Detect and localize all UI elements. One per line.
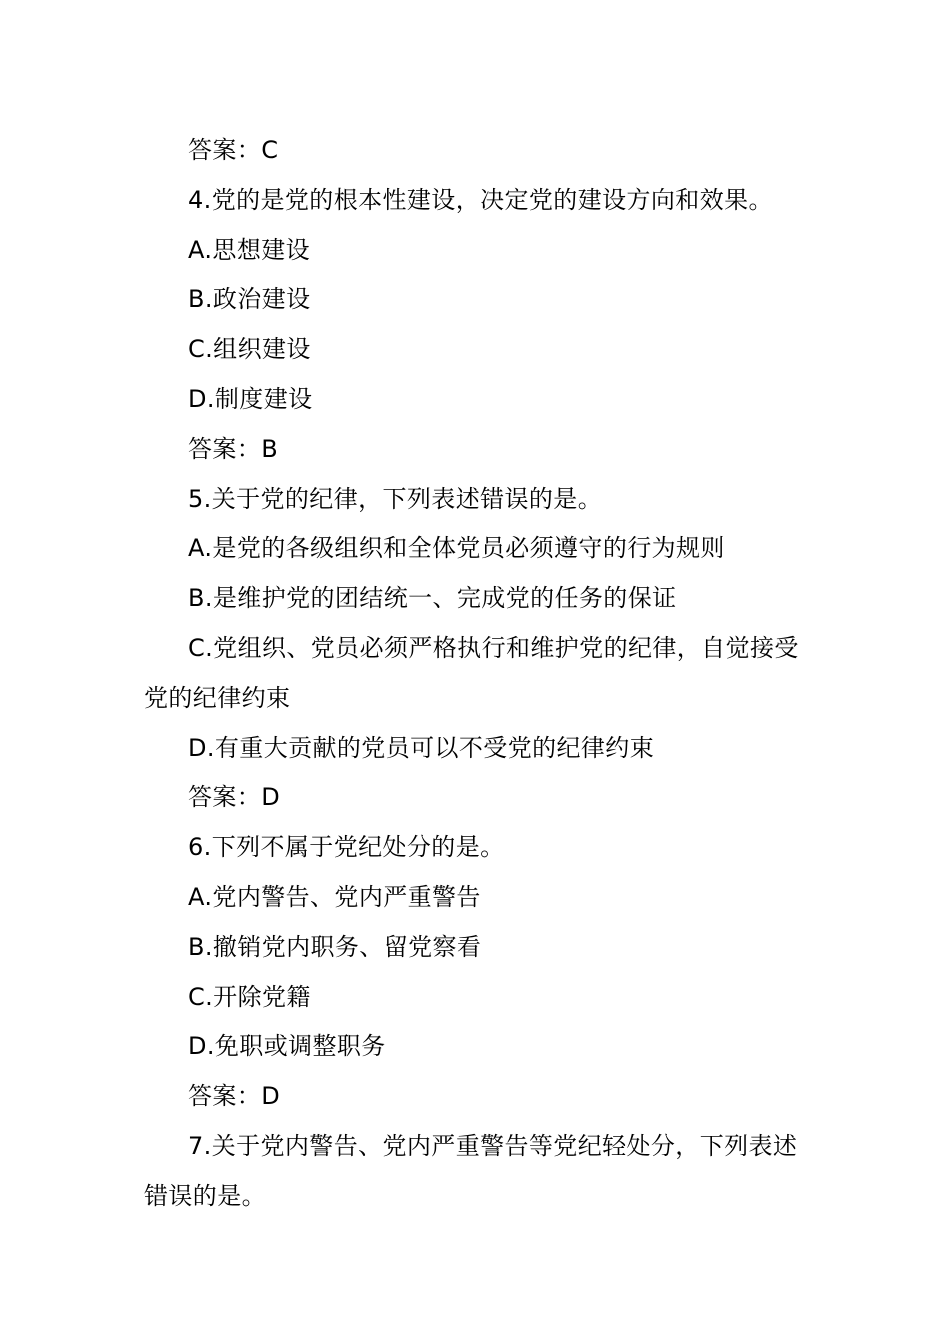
option-b: B.政治建设 [188, 285, 311, 314]
option-c: C.开除党籍 [188, 982, 311, 1011]
option-c: C.党组织、党员必须严格执行和维护党的纪律，自觉接受党的纪律约束 [144, 633, 799, 712]
option-d: D.有重大贡献的党员可以不受党的纪律约束 [188, 733, 655, 762]
option-d: D.免职或调整职务 [188, 1032, 386, 1061]
option-a: A.党内警告、党内严重警告 [188, 882, 481, 911]
answer-line: 答案：D [188, 783, 281, 812]
answer-line: 答案：B [188, 434, 279, 463]
question-5: 5.关于党的纪律，下列表述错误的是。 [188, 484, 603, 513]
question-7: 7.关于党内警告、党内严重警告等党纪轻处分，下列表述错误的是。 [144, 1131, 798, 1210]
option-c: C.组织建设 [188, 335, 311, 364]
question-4: 4.党的是党的根本性建设，决定党的建设方向和效果。 [188, 185, 773, 214]
question-6: 6.下列不属于党纪处分的是。 [188, 833, 505, 862]
document-body [144, 126, 804, 1222]
answer-line: 答案：D [188, 1082, 281, 1111]
option-b: B.撤销党内职务、留党察看 [188, 932, 482, 961]
option-a: A.是党的各级组织和全体党员必须遵守的行为规则 [188, 534, 725, 563]
option-d: D.制度建设 [188, 384, 313, 413]
option-b: B.是维护党的团结统一、完成党的任务的保证 [188, 584, 677, 613]
option-a: A.思想建设 [188, 235, 311, 264]
answer-line: 答案：C [188, 136, 279, 164]
